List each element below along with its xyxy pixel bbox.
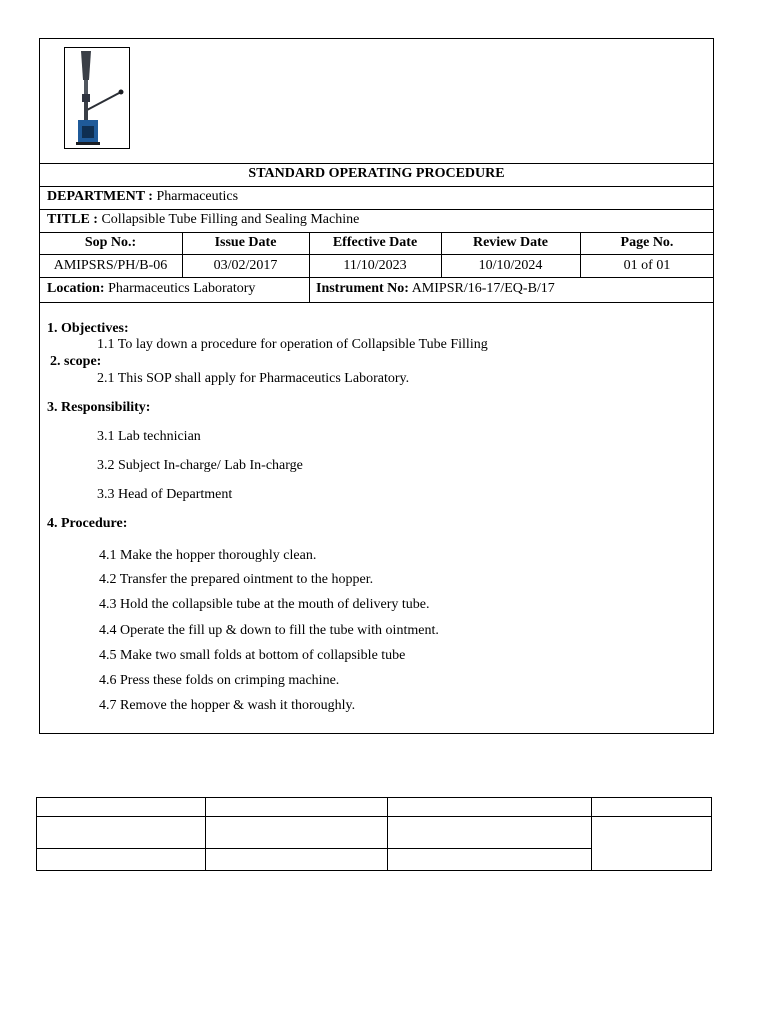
divider (36, 797, 712, 798)
procedure-item: 4.7 Remove the hopper & wash it thoroughly. (99, 698, 356, 713)
location-label: Location: (47, 281, 105, 296)
scope-heading: 2. scope: (50, 354, 102, 369)
divider (387, 797, 388, 870)
sop-no-value: AMIPSRS/PH/B-06 (53, 258, 168, 273)
location-row (47, 281, 255, 297)
objectives-heading: 1. Objectives: (47, 321, 129, 336)
department-value: Pharmaceutics (156, 189, 239, 204)
divider (36, 848, 592, 849)
title-label: TITLE : (47, 212, 98, 227)
procedure-item: 4.2 Transfer the prepared ointment to the hopper. (99, 572, 374, 587)
title-value: Collapsible Tube Filling and Sealing Machine (101, 212, 360, 227)
divider (39, 232, 714, 233)
header-sop-no: Sop No.: (84, 235, 137, 250)
page-no-value: 01 of 01 (623, 258, 671, 273)
divider (39, 254, 714, 255)
department-row (47, 189, 238, 205)
review-date-value: 10/10/2024 (478, 258, 543, 273)
procedure-item: 4.3 Hold the collapsible tube at the mouth of delivery tube. (99, 597, 430, 612)
divider (36, 870, 712, 871)
procedure-heading: 4. Procedure: (47, 516, 128, 531)
tube-filling-machine-icon (64, 47, 130, 149)
divider (39, 302, 714, 303)
responsibility-item: 3.3 Head of Department (97, 487, 233, 502)
divider (39, 209, 714, 210)
effective-date-value: 11/10/2023 (343, 258, 407, 273)
procedure-item: 4.4 Operate the fill up & down to fill the tube with ointment. (99, 623, 439, 638)
divider (309, 277, 310, 302)
instrument-row (316, 281, 555, 297)
divider (39, 186, 714, 187)
issue-date-value: 03/02/2017 (213, 258, 278, 273)
objectives-item: 1.1 To lay down a procedure for operation of Collapsible Tube Filling (97, 337, 488, 352)
header-page-no: Page No. (620, 235, 674, 250)
scope-item: 2.1 This SOP shall apply for Pharmaceutics Laboratory. (97, 371, 410, 386)
location-value: Pharmaceutics Laboratory (108, 281, 256, 296)
responsibility-item: 3.1 Lab technician (97, 429, 201, 444)
instrument-label: Instrument No: (316, 281, 409, 296)
procedure-item: 4.5 Make two small folds at bottom of collapsible tube (99, 648, 406, 663)
header-review-date: Review Date (472, 235, 549, 250)
divider (591, 797, 592, 870)
procedure-item: 4.6 Press these folds on crimping machine. (99, 673, 340, 688)
instrument-value: AMIPSR/16-17/EQ-B/17 (411, 281, 555, 296)
divider (711, 797, 712, 870)
header-issue-date: Issue Date (214, 235, 277, 250)
divider (36, 797, 37, 870)
page-title: STANDARD OPERATING PROCEDURE (248, 166, 505, 181)
department-label: DEPARTMENT : (47, 189, 153, 204)
responsibility-heading: 3. Responsibility: (47, 400, 151, 415)
procedure-item: 4.1 Make the hopper thoroughly clean. (99, 548, 317, 563)
divider (205, 797, 206, 870)
divider (39, 277, 714, 278)
responsibility-item: 3.2 Subject In-charge/ Lab In-charge (97, 458, 303, 473)
divider (36, 816, 712, 817)
title-row (47, 212, 359, 228)
header-effective-date: Effective Date (332, 235, 418, 250)
divider (39, 163, 714, 164)
